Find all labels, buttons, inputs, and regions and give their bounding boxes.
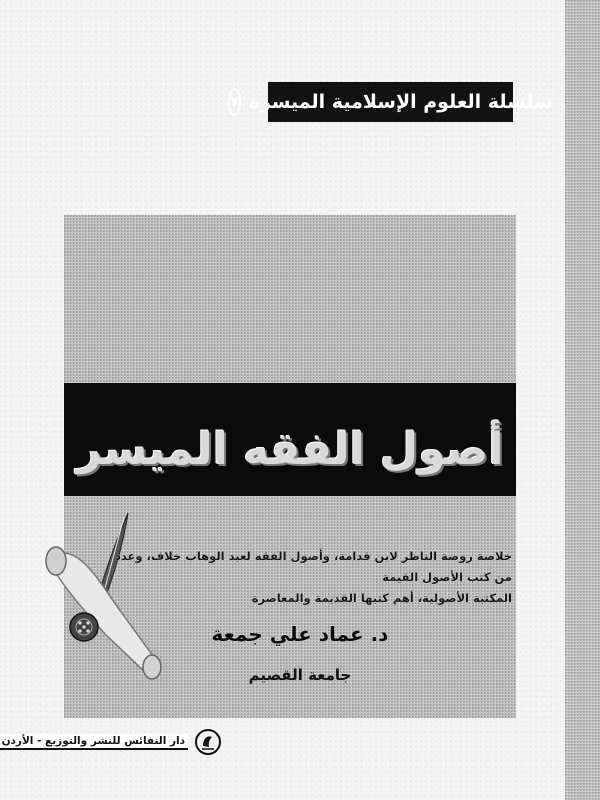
title-band xyxy=(64,383,516,496)
author-name: د. عماد علي جمعة xyxy=(211,622,389,646)
publisher-logo-icon xyxy=(194,728,222,756)
university-name: جامعة القصيم xyxy=(248,666,352,684)
publisher-name: دار النفائس للنشر والتوزيع - الأردن xyxy=(0,734,188,750)
series-title: سلسلة العلوم الإسلامية الميسرة xyxy=(248,91,553,113)
subtitle-line-2: المكتبة الأصولية، أهم كتبها القديمة والمعاصرة xyxy=(251,591,512,605)
series-number-badge: ٧ xyxy=(228,88,241,116)
publisher xyxy=(1,727,222,757)
book-title: أصول الفقه الميسر xyxy=(76,424,504,475)
subtitle-line-1: خلاصة روضة الناظر لابن قدامة، وأصول الفقه لعبد الوهاب خلاف، وعدد من كتب الأصول القيمة xyxy=(114,549,512,584)
series-banner xyxy=(230,82,553,122)
scanned-page-edge xyxy=(565,0,600,800)
subtitle xyxy=(112,546,512,609)
